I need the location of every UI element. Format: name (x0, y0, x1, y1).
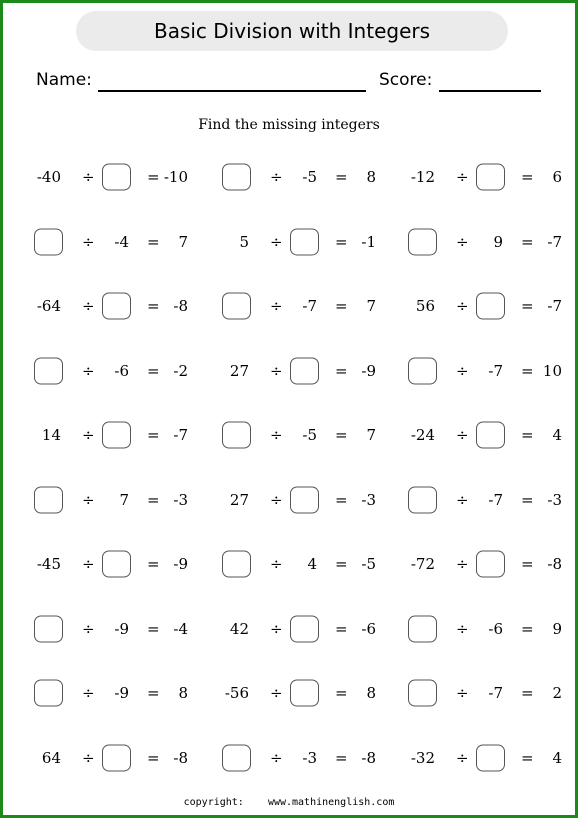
quotient: 4 (552, 749, 562, 767)
title-text: Basic Division with Integers (153, 19, 431, 43)
quotient: 10 (542, 362, 562, 380)
quotient: 6 (552, 168, 562, 186)
answer-box[interactable] (102, 422, 131, 449)
answer-box[interactable] (34, 616, 63, 643)
equals-sign: = (521, 555, 534, 573)
answer-box[interactable] (290, 680, 319, 707)
quotient: -7 (547, 233, 562, 251)
answer-box[interactable] (222, 745, 251, 772)
divide-sign: ÷ (82, 684, 95, 702)
divisor: -5 (302, 168, 317, 186)
dividend: -12 (410, 168, 435, 186)
divide-sign: ÷ (456, 555, 469, 573)
dividend: 42 (229, 620, 249, 638)
division-problem (30, 678, 195, 708)
quotient: 2 (552, 684, 562, 702)
quotient: 8 (366, 168, 376, 186)
division-problem (218, 162, 383, 192)
divide-sign: ÷ (82, 168, 95, 186)
quotient: -8 (173, 749, 188, 767)
answer-box[interactable] (102, 551, 131, 578)
dividend: 5 (239, 233, 249, 251)
score-blank-line[interactable] (439, 90, 541, 92)
equals-sign: = (147, 362, 160, 380)
divide-sign: ÷ (82, 426, 95, 444)
divide-sign: ÷ (456, 168, 469, 186)
divide-sign: ÷ (270, 620, 283, 638)
divisor: -7 (488, 491, 503, 509)
equals-sign: = (147, 233, 160, 251)
answer-box[interactable] (34, 358, 63, 385)
divide-sign: ÷ (456, 749, 469, 767)
divide-sign: ÷ (270, 555, 283, 573)
answer-box[interactable] (290, 487, 319, 514)
name-label: Name: (36, 70, 92, 90)
quotient: -7 (547, 297, 562, 315)
divide-sign: ÷ (82, 555, 95, 573)
divisor: -6 (488, 620, 503, 638)
answer-box[interactable] (34, 229, 63, 256)
equals-sign: = (521, 684, 534, 702)
answer-box[interactable] (102, 293, 131, 320)
quotient: 4 (552, 426, 562, 444)
equals-sign: = (521, 749, 534, 767)
answer-box[interactable] (408, 680, 437, 707)
quotient: 7 (366, 426, 376, 444)
answer-box[interactable] (408, 616, 437, 643)
answer-box[interactable] (408, 487, 437, 514)
answer-box[interactable] (476, 293, 505, 320)
dividend: 27 (229, 491, 249, 509)
dividend: -24 (410, 426, 435, 444)
dividend: -40 (36, 168, 61, 186)
equals-sign: = (147, 491, 160, 509)
equals-sign: = (335, 426, 348, 444)
quotient: 7 (366, 297, 376, 315)
answer-box[interactable] (222, 422, 251, 449)
division-problem (404, 743, 569, 773)
equals-sign: = (147, 684, 160, 702)
answer-box[interactable] (222, 293, 251, 320)
answer-box[interactable] (476, 551, 505, 578)
division-problem (30, 227, 195, 257)
divisor: -3 (302, 749, 317, 767)
quotient: 8 (178, 684, 188, 702)
divide-sign: ÷ (82, 362, 95, 380)
equals-sign: = (335, 491, 348, 509)
answer-box[interactable] (34, 487, 63, 514)
dividend: 56 (415, 297, 435, 315)
quotient: -6 (361, 620, 376, 638)
website-link[interactable]: www.mathinenglish.com (267, 797, 395, 808)
divisor: -5 (302, 426, 317, 444)
divide-sign: ÷ (270, 168, 283, 186)
division-problem (404, 614, 569, 644)
divide-sign: ÷ (82, 233, 95, 251)
division-problem (30, 549, 195, 579)
dividend: -56 (224, 684, 249, 702)
instructions: Find the missing integers (198, 117, 380, 133)
dividend: -64 (36, 297, 61, 315)
division-problem (218, 291, 383, 321)
dividend: 27 (229, 362, 249, 380)
divide-sign: ÷ (270, 491, 283, 509)
quotient: -3 (547, 491, 562, 509)
equals-sign: = (521, 362, 534, 380)
division-problem (404, 485, 569, 515)
dividend: -72 (410, 555, 435, 573)
equals-sign: = (147, 297, 160, 315)
equals-sign: = (335, 168, 348, 186)
equals-sign: = (521, 426, 534, 444)
quotient: -9 (361, 362, 376, 380)
equals-sign: = (521, 620, 534, 638)
divisor: -7 (488, 684, 503, 702)
divisor: -6 (114, 362, 129, 380)
divide-sign: ÷ (270, 297, 283, 315)
divisor: -7 (302, 297, 317, 315)
quotient: -10 (163, 168, 188, 186)
divide-sign: ÷ (82, 491, 95, 509)
footer (0, 797, 578, 808)
divide-sign: ÷ (456, 426, 469, 444)
equals-sign: = (521, 491, 534, 509)
worksheet-title (76, 11, 508, 51)
divide-sign: ÷ (456, 297, 469, 315)
division-problem (218, 678, 383, 708)
equals-sign: = (521, 297, 534, 315)
answer-box[interactable] (290, 229, 319, 256)
dividend: 14 (41, 426, 61, 444)
quotient: 9 (552, 620, 562, 638)
equals-sign: = (335, 555, 348, 573)
equals-sign: = (335, 297, 348, 315)
divide-sign: ÷ (270, 684, 283, 702)
divisor: -7 (488, 362, 503, 380)
divide-sign: ÷ (270, 749, 283, 767)
answer-box[interactable] (408, 229, 437, 256)
divide-sign: ÷ (456, 362, 469, 380)
quotient: 8 (366, 684, 376, 702)
divisor: -9 (114, 684, 129, 702)
divide-sign: ÷ (82, 297, 95, 315)
quotient: -7 (173, 426, 188, 444)
answer-box[interactable] (476, 745, 505, 772)
division-problem (30, 291, 195, 321)
answer-box[interactable] (222, 164, 251, 191)
divide-sign: ÷ (456, 233, 469, 251)
quotient: -9 (173, 555, 188, 573)
division-problem (30, 743, 195, 773)
name-score-row (36, 70, 546, 98)
equals-sign: = (335, 362, 348, 380)
division-problem (218, 227, 383, 257)
division-problem (404, 678, 569, 708)
division-problem (218, 743, 383, 773)
quotient: -4 (173, 620, 188, 638)
division-problem (218, 549, 383, 579)
equals-sign: = (147, 555, 160, 573)
divisor: 9 (493, 233, 503, 251)
divisor: -9 (114, 620, 129, 638)
division-problem (404, 162, 569, 192)
division-problem (404, 356, 569, 386)
division-problem (30, 614, 195, 644)
name-blank-line[interactable] (98, 90, 366, 92)
divisor: -4 (114, 233, 129, 251)
answer-box[interactable] (290, 616, 319, 643)
division-problem (30, 420, 195, 450)
division-problem (404, 291, 569, 321)
equals-sign: = (147, 620, 160, 638)
division-problem (218, 485, 383, 515)
equals-sign: = (147, 426, 160, 444)
answer-box[interactable] (102, 164, 131, 191)
dividend: 64 (41, 749, 61, 767)
answer-box[interactable] (102, 745, 131, 772)
equals-sign: = (335, 233, 348, 251)
division-problem (218, 420, 383, 450)
answer-box[interactable] (290, 358, 319, 385)
division-problem (404, 549, 569, 579)
divide-sign: ÷ (82, 620, 95, 638)
divide-sign: ÷ (270, 362, 283, 380)
divide-sign: ÷ (456, 684, 469, 702)
answer-box[interactable] (222, 551, 251, 578)
quotient: -8 (361, 749, 376, 767)
quotient: 7 (178, 233, 188, 251)
equals-sign: = (521, 233, 534, 251)
equals-sign: = (147, 168, 160, 186)
quotient: -3 (173, 491, 188, 509)
equals-sign: = (335, 620, 348, 638)
dividend: -45 (36, 555, 61, 573)
quotient: -2 (173, 362, 188, 380)
equals-sign: = (335, 684, 348, 702)
dividend: -32 (410, 749, 435, 767)
division-problem (218, 356, 383, 386)
divide-sign: ÷ (456, 620, 469, 638)
divide-sign: ÷ (270, 233, 283, 251)
quotient: -8 (547, 555, 562, 573)
quotient: -3 (361, 491, 376, 509)
equals-sign: = (521, 168, 534, 186)
quotient: -1 (361, 233, 376, 251)
division-problem (218, 614, 383, 644)
answer-box[interactable] (476, 422, 505, 449)
divisor: 7 (119, 491, 129, 509)
divisor: 4 (307, 555, 317, 573)
divide-sign: ÷ (82, 749, 95, 767)
divide-sign: ÷ (270, 426, 283, 444)
score-label: Score: (379, 70, 433, 90)
divide-sign: ÷ (456, 491, 469, 509)
answer-box[interactable] (476, 164, 505, 191)
copyright-label: copyright: (183, 797, 244, 808)
division-problem (30, 485, 195, 515)
quotient: -8 (173, 297, 188, 315)
answer-box[interactable] (34, 680, 63, 707)
equals-sign: = (335, 749, 348, 767)
answer-box[interactable] (408, 358, 437, 385)
division-problem (404, 227, 569, 257)
division-problem (404, 420, 569, 450)
equals-sign: = (147, 749, 160, 767)
division-problem (30, 356, 195, 386)
quotient: -5 (361, 555, 376, 573)
division-problem (30, 162, 195, 192)
